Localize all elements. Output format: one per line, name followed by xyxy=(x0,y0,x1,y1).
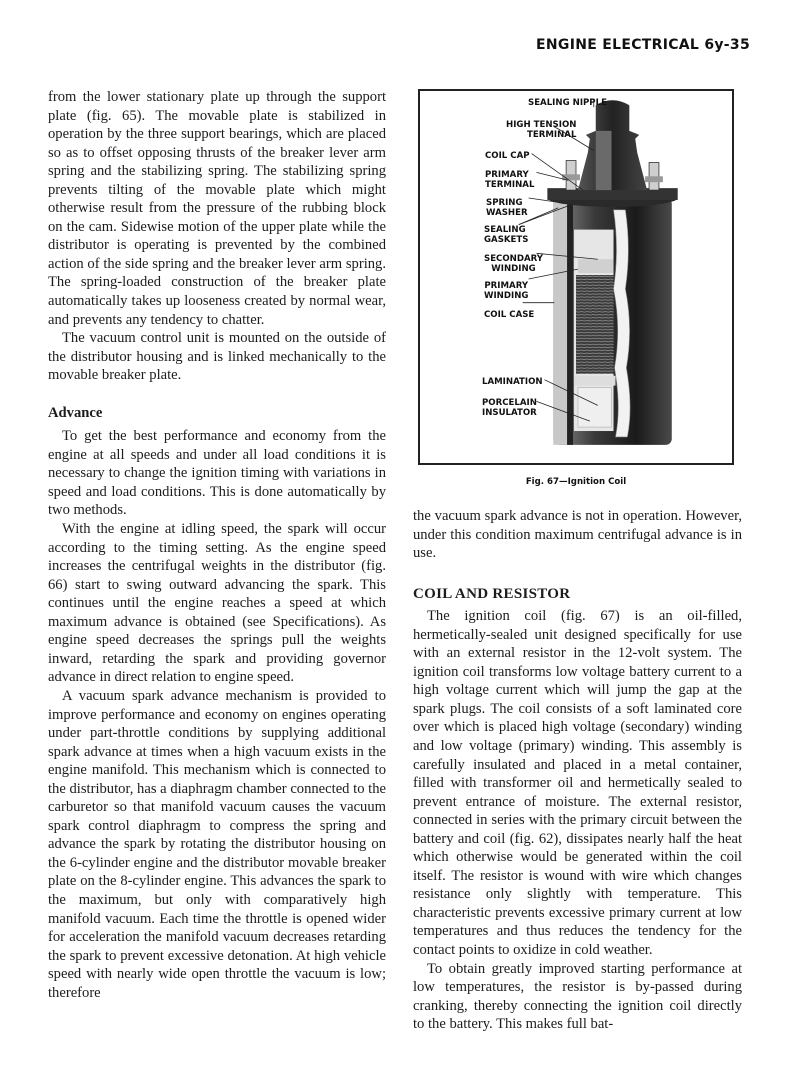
paragraph: With the engine at idling speed, the spark will occur according to the timing setting. As the engine speed increases the centrifugal weights in the distributor (fig. 66) start to swing outward advancing the spark. This continues until the engine reaches a speed at which maximum advance is obtained (see Specifications). As engine speed decreases the springs pull the weights inward, retarding the spark and providing governor advance in direct relation to engine speed. xyxy=(48,521,386,686)
callout-line: INSULATOR xyxy=(482,408,537,418)
callout-line: GASKETS xyxy=(484,235,529,245)
callout-high-tension-terminal xyxy=(506,120,576,140)
porcelain-insulator-shape xyxy=(578,388,612,427)
callout-spring-washer xyxy=(486,198,528,218)
subheading-advance: Advance xyxy=(48,404,103,421)
callout-line: SECONDARY xyxy=(484,254,544,264)
callout-sealing-gaskets xyxy=(484,225,528,245)
figure-caption: Fig. 67—Ignition Coil xyxy=(525,477,627,487)
figure-ignition-coil xyxy=(418,89,734,465)
callout-lamination: LAMINATION xyxy=(482,377,543,387)
coil-cap-shape xyxy=(578,100,647,190)
callout-secondary-winding xyxy=(484,254,543,274)
right-column xyxy=(413,507,742,1034)
callout-porcelain-insulator xyxy=(482,398,537,418)
callout-line: TERMINAL xyxy=(527,130,577,140)
callout-primary-winding xyxy=(484,281,528,301)
callout-line: PRIMARY xyxy=(485,170,529,180)
callout-coil-case: COIL CASE xyxy=(484,310,535,320)
running-header: ENGINE ELECTRICAL 6y-35 xyxy=(536,37,750,53)
callout-line: SEALING xyxy=(484,225,526,235)
callout-coil-cap: COIL CAP xyxy=(485,151,530,161)
callout-primary-terminal xyxy=(485,170,534,190)
callout-line: TERMINAL xyxy=(485,180,535,190)
callout-line: PRIMARY xyxy=(484,281,529,291)
callout-sealing-nipple: SEALING NIPPLE xyxy=(528,98,607,108)
section-title-coil-and-resistor: COIL AND RESISTOR xyxy=(413,585,571,602)
callout-line: WASHER xyxy=(486,208,528,218)
paragraph: A vacuum spark advance mechanism is provided to improve performance and economy on engines operating under part-throttle conditions by supplying additional spark advance at times when a high vacuum exists in the engine manifold. This mechanism which is connected to the distributor, has a diaphragm chamber connected to the carburetor so that manifold vacuum causes the vacuum spark control diaphragm to compress the spring and advance the spark by rotating the distributor housing on the 6-cylinder engine and the distributor movable breaker plate on the 8-cylinder engine. This advances the spark to the maximum, but only with comparatively high manifold vacuum. Each time the throttle is opened wider for acceleration the manifold vacuum decreases retarding the spark to prevent excessive detonation. At high vehicle speed with nearly wide open throttle the vacuum is low; therefore xyxy=(48,687,386,1001)
paragraph: The vacuum control unit is mounted on the outside of the distributor housing and is linked mechanically to the movable breaker plate. xyxy=(48,330,386,384)
callout-line: PORCELAIN xyxy=(482,398,537,408)
paragraph: The ignition coil (fig. 67) is an oil-filled, hermetically-sealed unit designed specifically for use with an external resistor in the 12-volt system. The ignition coil transforms low voltage battery current to a high voltage current which will jump the gap at the spark plugs. The coil consists of a soft laminated core over which is placed high voltage (secondary) winding and low voltage (primary) winding. This assembly is carefully insulated and placed in a metal container, filled with transformer oil and hermetically sealed to prevent entrance of moisture. The external resistor, connected in series with the primary circuit between the battery and coil (fig. 62), dissipates nearly half the heat which otherwise would be generated within the coil itself. The resistor is wound with wire which changes resistance only slightly with temperature. This characteristic prevents excessive primary current at low temperatures and thus reduces the tendency for the contact points to oxidize in cold weather. xyxy=(413,608,742,959)
callout-line: WINDING xyxy=(484,291,529,301)
ignition-coil-illustration xyxy=(420,91,732,463)
callout-line: SPRING xyxy=(486,198,523,208)
left-column xyxy=(48,88,386,1002)
paragraph: To obtain greatly improved starting performance at low temperatures, the resistor is by-passed during cranking, thereby connecting the ignition coil directly to the battery. This makes full bat- xyxy=(413,960,742,1033)
primary-winding-shape xyxy=(576,275,614,374)
callout-line: WINDING xyxy=(491,264,536,274)
callout-line: HIGH TENSION xyxy=(506,120,577,130)
paragraph: To get the best performance and economy from the engine at all speeds and under all load conditions it is necessary to change the ignition timing with variations in speed and load conditions. This is done automatically by two methods. xyxy=(48,428,386,519)
paragraph: from the lower stationary plate up through the support plate (fig. 65). The movable plate is stabilized in operation by the three support bearings, which are placed so as to offset opposing thrusts of the breaker lever arm spring and the stabilizing spring. The stabilizing spring prevents tilting of the movable plate which might otherwise result from the pressure of the rubbing block on the cam. Sidewise motion of the upper plate while the distributor is operating is prevented by the combined action of the side spring and the breaker lever arm spring. The spring-loaded construction of the breaker plate automatically takes up looseness created by normal wear, and prevents any tendency to chatter. xyxy=(48,89,386,328)
paragraph: the vacuum spark advance is not in operation. However, under this condition maximum centrifugal advance is in use. xyxy=(413,508,742,562)
